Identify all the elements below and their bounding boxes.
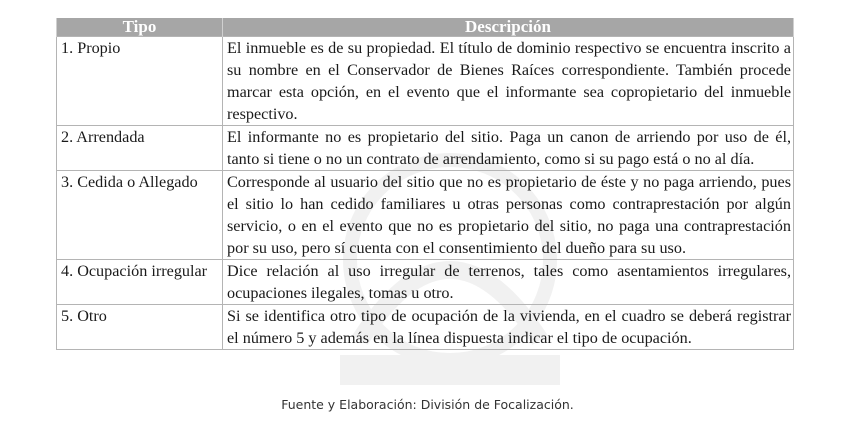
row-description: Dice relación al uso irregular de terrenos, tales como asentamientos irregulares, ocupaciones ilegales, tomas u otro. xyxy=(223,260,794,305)
row-type: 4. Ocupación irregular xyxy=(57,260,223,305)
table-row xyxy=(57,171,794,260)
row-description: El inmueble es de su propiedad. El título de dominio respectivo se encuentra inscrito a su nombre en el Conservador de Bienes Raíces correspondiente. También procede marcar esta opción, en el evento que el informante sea copropietario del inmueble respectivo. xyxy=(223,37,794,126)
row-description: Corresponde al usuario del sitio que no es propietario de éste y no paga arriendo, pues el sitio lo han cedido familiares u otras personas como contraprestación por algún servicio, o en el evento que no es propietario del sitio, no paga una contraprestación por su uso, pero sí cuenta con el consentimiento del dueño para su uso. xyxy=(223,171,794,260)
header-description: Descripción xyxy=(223,18,794,37)
table-row xyxy=(57,126,794,171)
occupancy-type-table xyxy=(56,18,794,350)
table-row xyxy=(57,37,794,126)
table-header-row xyxy=(57,18,794,37)
row-description: Si se identifica otro tipo de ocupación de la vivienda, en el cuadro se deberá registrar el número 5 y además en la línea dispuesta indicar el tipo de ocupación. xyxy=(223,305,794,350)
source-note: Fuente y Elaboración: División de Focalización. xyxy=(281,397,574,412)
header-type: Tipo xyxy=(57,18,223,37)
table-row xyxy=(57,305,794,350)
row-type: 5. Otro xyxy=(57,305,223,350)
row-description: El informante no es propietario del sitio. Paga un canon de arriendo por uso de él, tanto si tiene o no un contrato de arrendamiento, como si su pago está o no al día. xyxy=(223,126,794,171)
table-row xyxy=(57,260,794,305)
row-type: 2. Arrendada xyxy=(57,126,223,171)
row-type: 3. Cedida o Allegado xyxy=(57,171,223,260)
row-type: 1. Propio xyxy=(57,37,223,126)
